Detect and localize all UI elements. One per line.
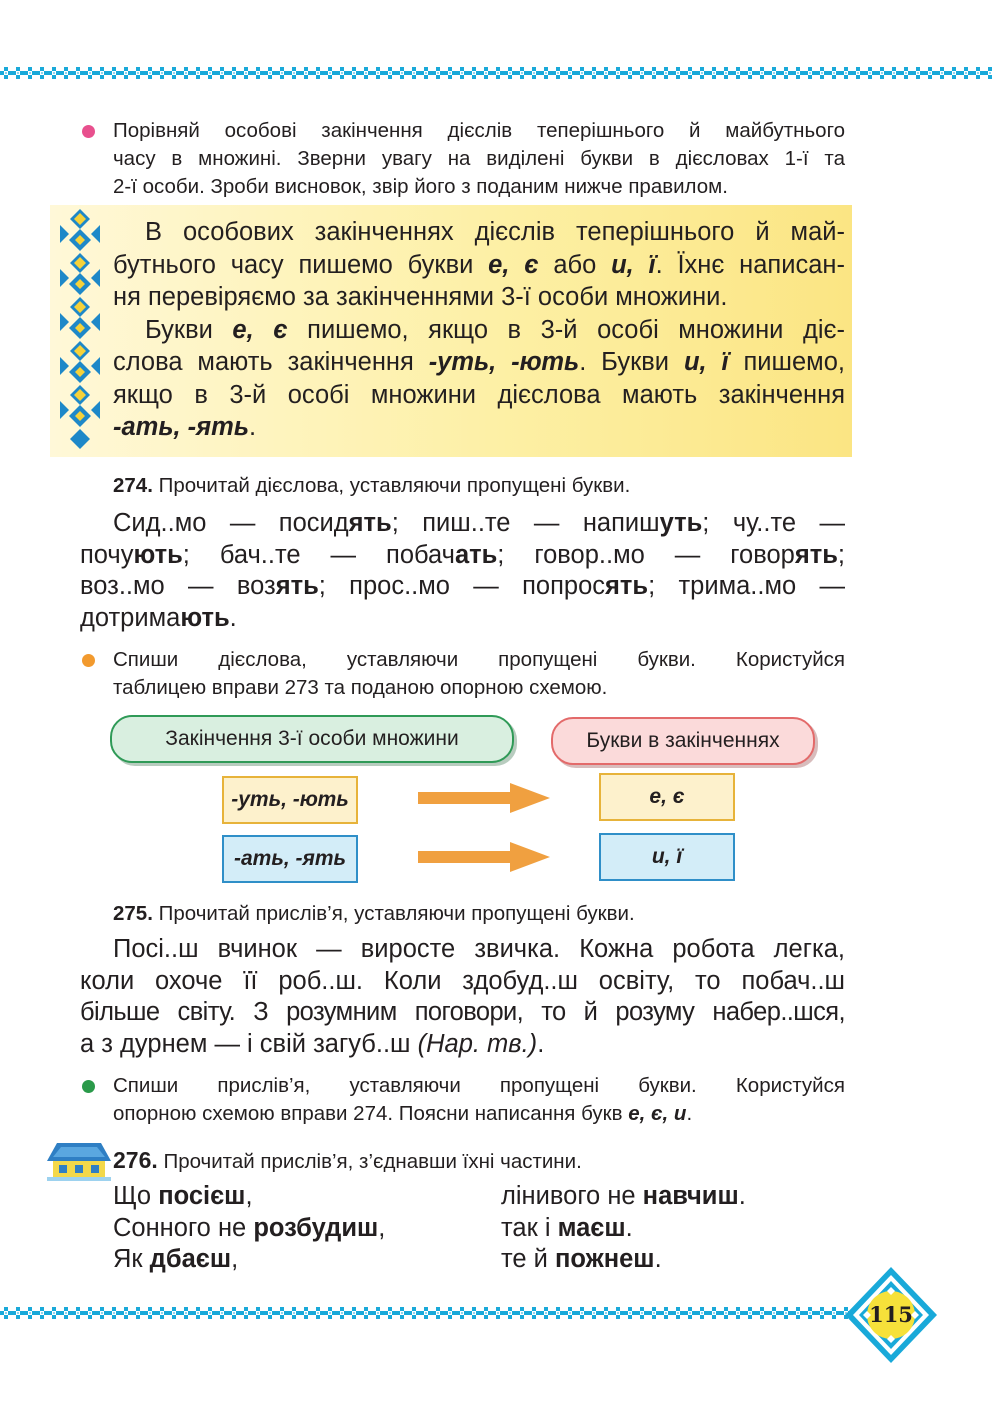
proverb-part: те й пожнеш.	[501, 1245, 662, 1273]
rule-line: бутнього часу пишемо букви е, є або и, ї. Їхнє написан-	[113, 250, 845, 279]
task-line: Спиши дієслова, уставляючи пропущені букви. Користуйся	[113, 648, 845, 671]
proverb-part: лінивого не навчиш.	[501, 1182, 746, 1210]
scheme-ending-at: -ать, -ять	[222, 835, 358, 883]
orange-bullet-icon	[82, 654, 95, 667]
text-line: воз..мо — возять; прос..мо — попросять; трима..мо —	[80, 572, 845, 600]
exercise-274-heading: 274. Прочитай дієслова, уставляючи пропущені букви.	[113, 474, 631, 497]
rule-line: слова мають закінчення -уть, -ють. Букви и, ї пишемо,	[113, 348, 845, 376]
text-line: а з дурнем — і свій загуб..ш (Нар. тв.).	[80, 1029, 545, 1058]
text-line: почують; бач..те — побачать; говор..мо — говорять;	[80, 540, 845, 569]
rule-text	[113, 216, 845, 444]
bottom-ornament-border	[0, 1306, 850, 1320]
house-icon	[47, 1139, 111, 1181]
exercise-275-task	[113, 1072, 845, 1128]
proverb-endings	[501, 1181, 746, 1276]
exercise-276-heading: 276. Прочитай прислів’я, з’єднавши їхні частини.	[113, 1147, 582, 1173]
intro-instruction	[113, 117, 845, 201]
proverb-part: Що посієш,	[113, 1182, 253, 1210]
text-line: коли охоче її роб..ш. Коли здобуд..ш освіту, то побач..ш	[80, 966, 845, 995]
intro-line: 2-ї особи. Зроби висновок, звір його з поданим нижче правилом.	[113, 175, 728, 198]
scheme-letters-e: е, є	[599, 773, 735, 821]
exercise-274-task	[113, 646, 845, 702]
scheme-header-letters: Букви в закінченнях	[551, 717, 815, 765]
proverb-part: Сонного не розбудиш,	[113, 1213, 386, 1242]
text-line: дотримають.	[80, 603, 237, 632]
green-bullet-icon	[82, 1080, 95, 1093]
rule-line: Букви е, є пишемо, якщо в 3-й особі множини діє-	[145, 315, 845, 344]
proverb-part: Як дбаєш,	[113, 1245, 239, 1273]
arrow-right-icon	[418, 842, 550, 872]
text-line: Сид..мо — посидять; пиш..те — напишуть; чу..те —	[113, 509, 845, 537]
exercise-275-heading: 275. Прочитай прислів’я, уставляючи пропущені букви.	[113, 902, 635, 925]
intro-line: Порівняй особові закінчення дієслів теперішнього й майбутнього	[113, 119, 845, 142]
rule-line: В особових закінченнях дієслів теперішнього й май-	[145, 218, 845, 246]
pink-bullet-icon	[82, 125, 95, 138]
task-line: опорною схемою вправи 274. Поясни написання букв е, є, и.	[113, 1102, 693, 1125]
top-ornament-border	[0, 66, 992, 80]
page-number: 115	[869, 1302, 913, 1327]
task-line: таблицею вправи 273 та поданою опорною схемою.	[113, 676, 608, 699]
embroidery-ornament-icon	[55, 207, 105, 457]
scheme-header-endings: Закінчення 3-ї особи множини	[110, 715, 514, 763]
scheme-letters-y: и, ї	[599, 833, 735, 881]
text-line: Посі..ш вчинок — виросте звичка. Кожна робота легка,	[113, 935, 845, 963]
task-line: Спиши прислів’я, уставляючи пропущені букви. Користуйся	[113, 1074, 845, 1097]
text-line: більше світу. З розумним поговори, то й розуму набер..шся,	[80, 998, 845, 1026]
arrow-right-icon	[418, 783, 550, 813]
rule-line: ня перевіряємо за закінченнями 3-ї особи множини.	[113, 283, 728, 311]
proverb-beginnings	[113, 1181, 385, 1276]
rule-line: -ать, -ять.	[113, 413, 257, 441]
scheme-ending-ut: -уть, -ють	[222, 776, 358, 824]
intro-line: часу в множині. Зверни увагу на виділені букви в дієсловах 1-ї та	[113, 147, 845, 170]
proverb-part: так і маєш.	[501, 1213, 633, 1242]
exercise-274-text	[80, 508, 845, 634]
rule-line: якщо в 3-й особі множини дієслова мають закінчення	[113, 380, 845, 409]
exercise-275-text	[80, 934, 845, 1060]
